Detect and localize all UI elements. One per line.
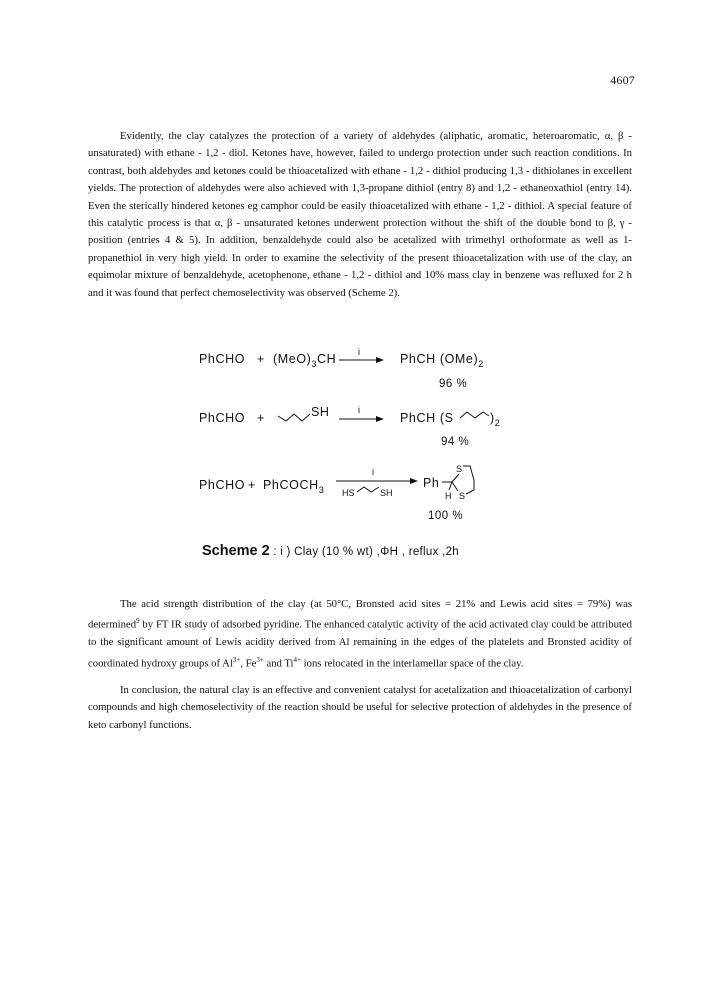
- reaction-1-plus: +: [257, 352, 265, 366]
- reaction-2-product-close: )$_2$: [490, 411, 501, 428]
- reaction-3-arrow-label: i: [372, 467, 374, 477]
- reaction-2-product-prefix: PhCH (S: [400, 411, 454, 425]
- reaction-2-arrowhead: [376, 416, 384, 422]
- ring-sulfur-top: S: [456, 464, 463, 474]
- reaction-2-plus: +: [257, 411, 265, 425]
- reaction-1: [199, 347, 484, 390]
- reaction-1-arrow-label: i: [358, 347, 360, 357]
- scheme-2-figure: [0, 330, 720, 570]
- ring-sulfur-bottom: S: [459, 491, 466, 501]
- reaction-3-arrowhead: [410, 478, 418, 484]
- product-propyl-bond: [460, 412, 489, 418]
- propyl-chain-bond: [278, 414, 310, 421]
- reaction-2-arrow-label: i: [358, 405, 360, 415]
- reaction-3: [199, 464, 474, 522]
- reaction-3-reactant: PhCHO: [199, 478, 246, 492]
- c-s-bottom-bond: [452, 482, 458, 491]
- reaction-1-reactant: PhCHO: [199, 352, 246, 366]
- ethane-dithiol-bond: [357, 487, 379, 492]
- ring-ch2-top-bond: [463, 466, 474, 480]
- c-s-top-bond: [452, 474, 459, 482]
- reaction-3-yield: 100 %: [428, 510, 464, 522]
- reaction-2: [199, 405, 500, 448]
- reaction-1-product: PhCH $(OMe)_2$: [400, 352, 484, 369]
- reaction-2-yield: 94 %: [441, 436, 470, 448]
- reaction-1-arrowhead: [376, 357, 384, 363]
- reaction-1-yield: 96 %: [439, 378, 468, 390]
- reaction-3-product-ph: Ph: [423, 476, 440, 490]
- paragraph-acid-strength: The acid strength distribution of the clay (at 50°C, Bronsted acid sites = 21% and Lewis acid sites = 79%) was determined$^9$ by FT IR study of adsorbed pyridine. The enhanced catalytic activity of the acid activated clay could be attributed to the significant amount of Lewis acidity derived from Al remaining in the edges of the platelets and Bronsted acidity of coordinated hydroxy groups of $Al^{3+}$, $Fe^{3+}$ and $Ti^{4+}$ ions relocated in the interlamellar space of the clay.: [88, 598, 632, 670]
- reference-9: 9: [136, 617, 140, 626]
- reaction-1-reagent: $(MeO)_3CH$: [273, 352, 337, 369]
- c-h-bond: [449, 482, 452, 490]
- scheme-caption: Scheme 2 : i ) Clay (10 % wt) ,ΦH , reflux ,2h: [202, 543, 460, 559]
- reaction-2-reactant: PhCHO: [199, 411, 246, 425]
- reaction-3-plus: +: [248, 478, 256, 492]
- page-number: 4607: [610, 73, 635, 87]
- ring-hydrogen: H: [445, 491, 452, 501]
- reaction-3-reagent-sh: SH: [380, 488, 393, 498]
- reaction-3-reagent-hs: HS: [342, 488, 355, 498]
- reaction-3-reagent: PhCOCH$_3$: [263, 478, 325, 495]
- paragraph-selectivity: Evidently, the clay catalyzes the protection of a variety of aldehydes (aliphatic, aromatic, heteroaromatic, α, β - unsaturated) with ethane - 1,2 - diol. Ketones have, however, failed to undergo protection under such reaction conditions. In contrast, both aldehydes and ketones could be thioacetalized with ethane - 1,2 - dithiol producing 1,3 - dithiolanes in excellent yields. The protection of aldehydes were also achieved with 1,3-propane dithiol (entry 8) and 1,2 - ethaneoxathiol (entry 14). Even the sterically hindered ketones eg camphor could be easily thioacetalized with ethane - 1,2 - dithiol. A special feature of this catalytic process is that α, β - unsaturated ketones underwent protection without the shift of the double bond to β, γ - position (entries 4 & 5). In addition, benzaldehyde could also be acetalized with trimethyl orthoformate as well as 1-propanethiol in very high yield. In order to examine the selectivity of the present thioacetalization with use of the clay, an equimolar mixture of benzaldehyde, acetophenone, ethane - 1,2 - dithiol and 10% mass clay in benzene was refluxed for 2 h and it was found that perfect chemoselectivity was observed (Scheme 2).: [88, 130, 632, 299]
- paragraph-conclusion: In conclusion, the natural clay is an effective and convenient catalyst for acetalization and thioacetalization of carbonyl compounds and high chemoselectivity of the reaction should be useful for selective protection of aldehydes in the presence of keto carbonyl functions.: [88, 684, 632, 731]
- reaction-2-reagent-group: SH: [311, 405, 330, 419]
- ring-ch2-bottom-bond: [466, 480, 474, 494]
